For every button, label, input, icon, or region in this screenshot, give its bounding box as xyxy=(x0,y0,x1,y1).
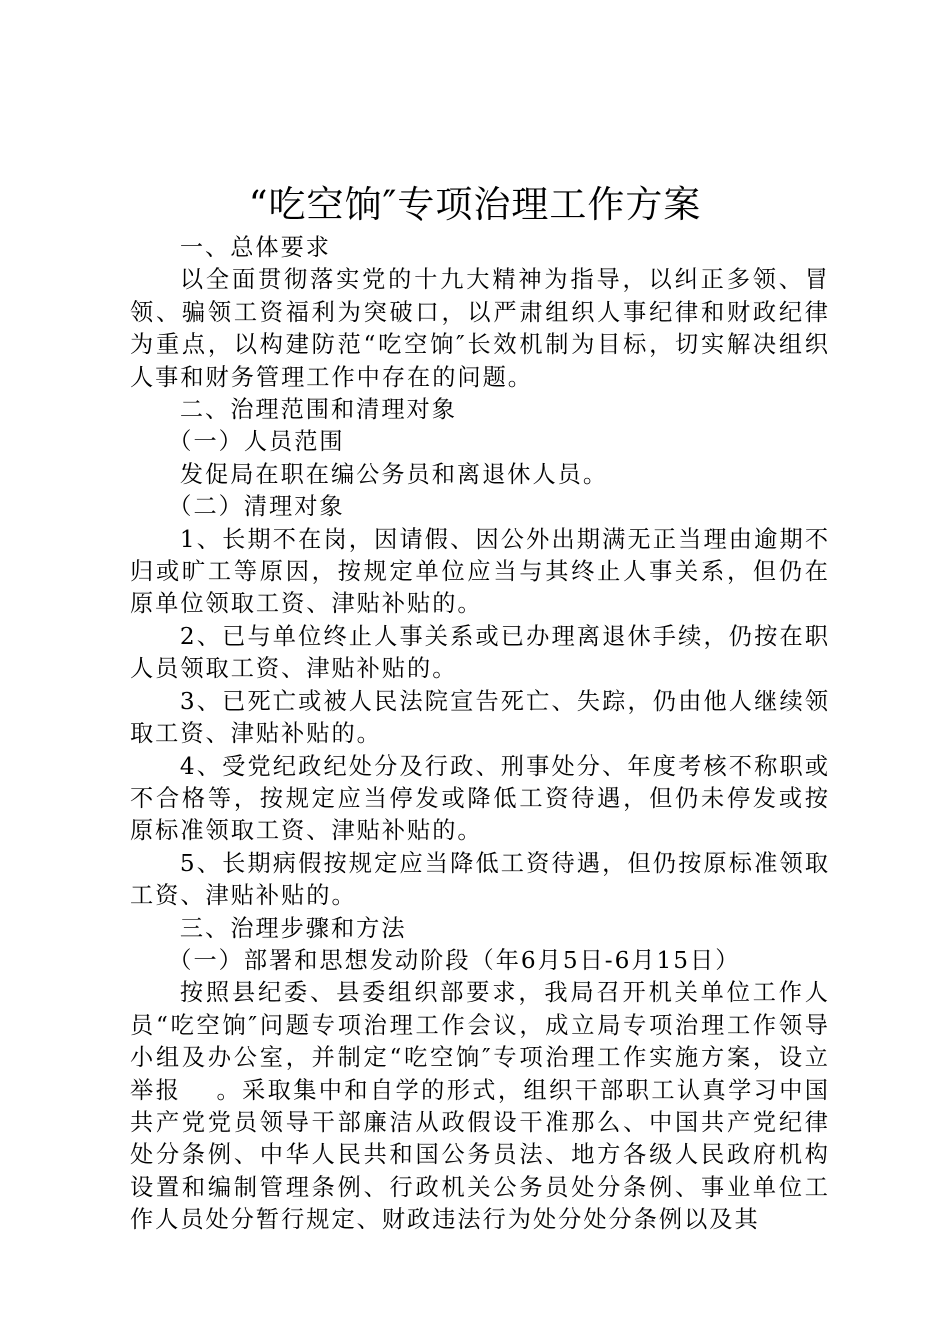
subsection-heading: （一）人员范围 xyxy=(168,428,345,456)
paragraph: 发促局在职在编公务员和离退休人员。 xyxy=(179,460,609,488)
list-item: 1、长期不在岗，因请假、因公外出期满无正当理由逾期不归或旷工等原因，按规定单位应当与其终止人事关系，但仍在原单位领取工资、津贴补贴的。 xyxy=(130,525,830,618)
subsection-heading: （二）清理对象 xyxy=(168,493,345,521)
section-heading-1: 一、总体要求 xyxy=(179,234,331,261)
paragraph: 按照县纪委、县委组织部要求，我局召开机关单位工作人员“吃空饷″问题专项治理工作会议，成立局专项治理工作领导小组及办公室，并制定“吃空饷″专项治理工作实施方案，设立举报 。采取集中和自学的形式，组织干部职工认真学习中国共产党党员领导干部廉洁从政假设干准那么、中国共产党纪律处分条例、中华人民共和国公务员法、地方各级人民政府机构设置和编制管理条例、行政机关公务员处分条例、事业单位工作人员处分暂行规定、财政违法行为处分处分条例以及其 xyxy=(130,979,830,1234)
section-heading-2: 二、治理范围和清理对象 xyxy=(179,396,457,424)
subsection-heading: （一）部署和思想发动阶段（年6月5日-6月15日） xyxy=(168,946,741,974)
document-title: “吃空饷″专项治理工作方案 xyxy=(248,183,702,226)
paragraph: 以全面贯彻落实党的十九大精神为指导，以纠正多领、冒领、骗领工资福利为突破口，以严肃组织人事纪律和财政纪律为重点，以构建防范“吃空饷″长效机制为目标，切实解决组织人事和财务管理工作中存在的问题。 xyxy=(130,266,830,391)
section-heading-3: 三、治理步骤和方法 xyxy=(179,914,407,942)
list-item: 5、长期病假按规定应当降低工资待遇，但仍按原标准领取工资、津贴补贴的。 xyxy=(130,849,830,910)
document-body xyxy=(130,232,830,1237)
list-item: 3、已死亡或被人民法院宣告死亡、失踪，仍由他人继续领取工资、津贴补贴的。 xyxy=(130,687,830,748)
list-item: 2、已与单位终止人事关系或已办理离退休手续，仍按在职人员领取工资、津贴补贴的。 xyxy=(130,622,830,683)
list-item: 4、受党纪政纪处分及行政、刑事处分、年度考核不称职或不合格等，按规定应当停发或降低工资待遇，但仍未停发或按原标准领取工资、津贴补贴的。 xyxy=(130,752,830,845)
